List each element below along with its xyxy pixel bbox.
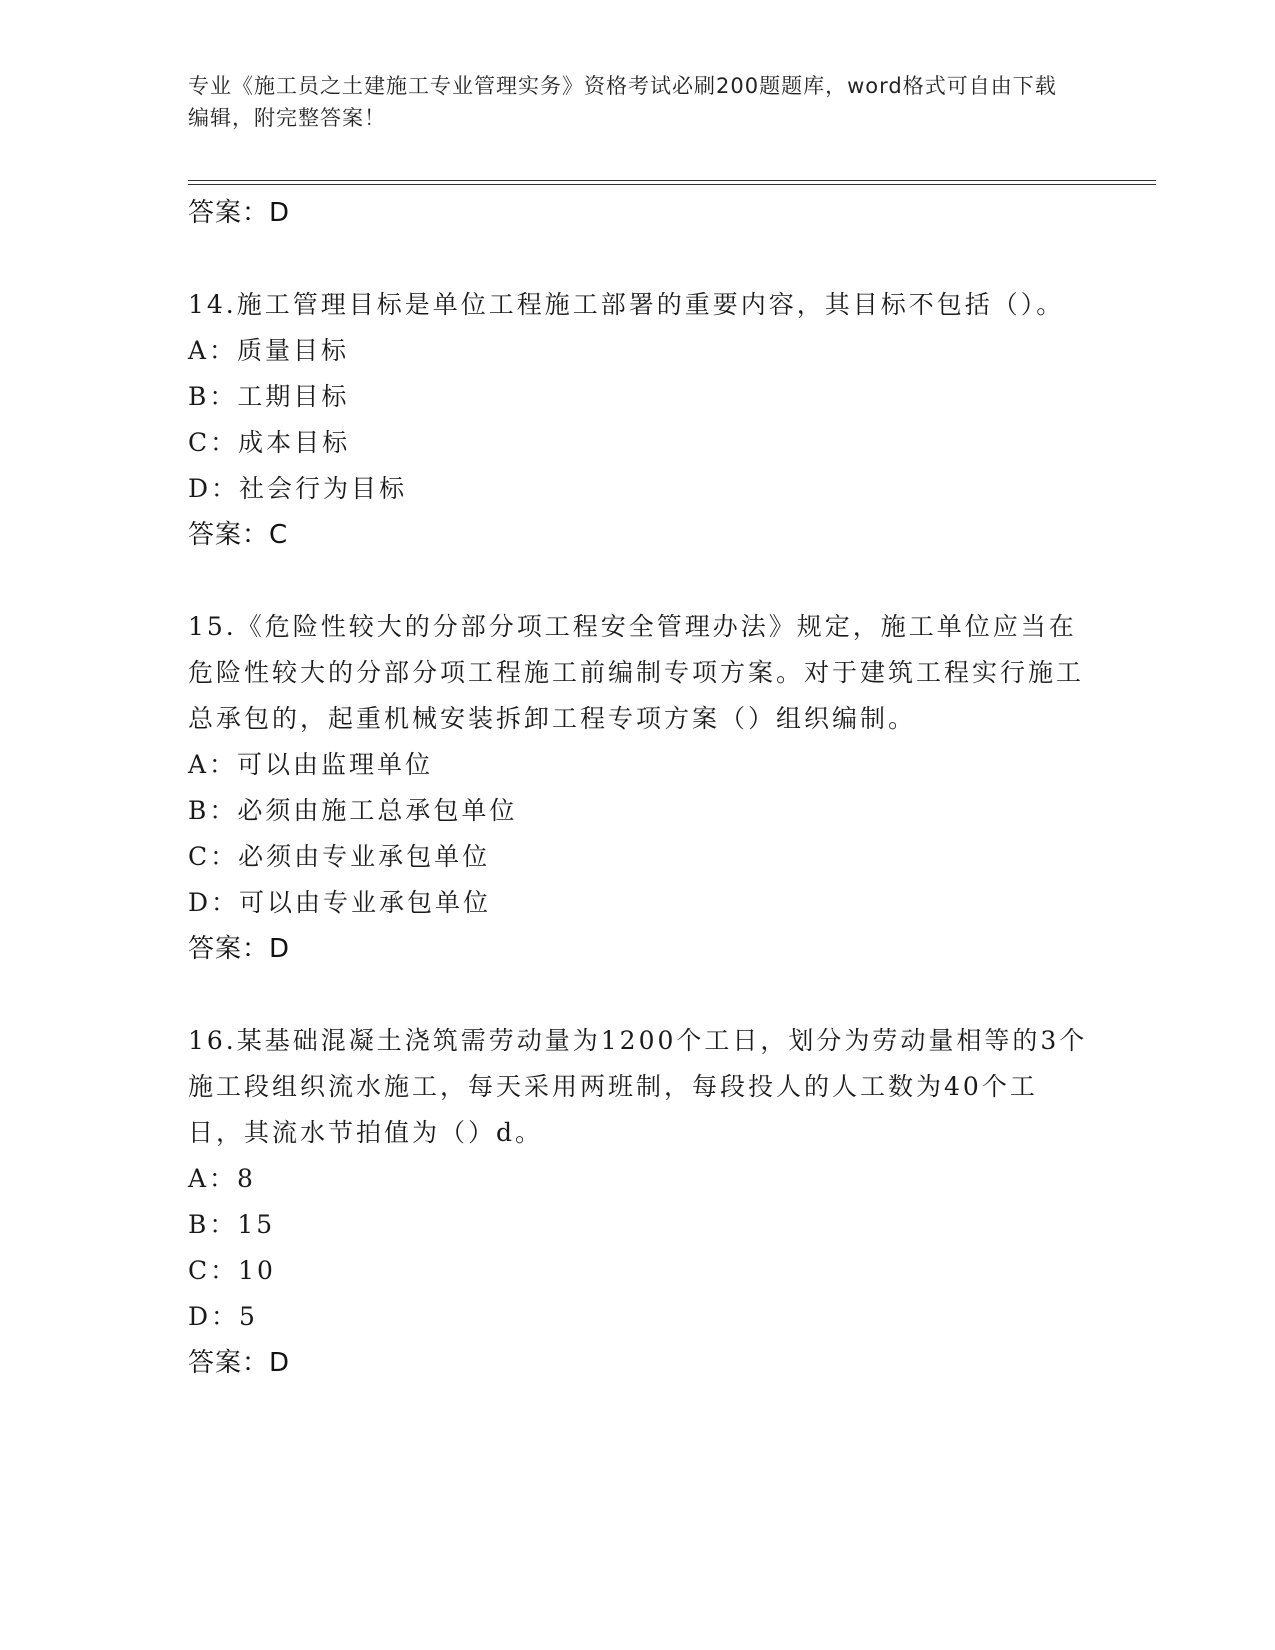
answer-line: 答案：D bbox=[188, 934, 291, 964]
answer-line: 答案：D bbox=[188, 198, 291, 228]
option-a: A：可以由监理单位 bbox=[188, 750, 434, 779]
question-15 bbox=[188, 604, 1088, 972]
option-d: D：5 bbox=[188, 1302, 258, 1331]
page-header: 专业《施工员之土建施工专业管理实务》资格考试必刷200题题库，word格式可自由下载编辑，附完整答案！ bbox=[188, 74, 1057, 130]
option-c: C：10 bbox=[188, 1256, 276, 1285]
question-list bbox=[188, 190, 1088, 1386]
option-c: C：成本目标 bbox=[188, 428, 351, 457]
question-14 bbox=[188, 282, 1088, 558]
option-a: A：8 bbox=[188, 1164, 256, 1193]
option-b: B：必须由施工总承包单位 bbox=[188, 796, 518, 825]
option-a: A：质量目标 bbox=[188, 336, 350, 365]
spacer bbox=[188, 558, 1088, 604]
question-stem: 16.某基础混凝土浇筑需劳动量为1200个工日，划分为劳动量相等的3个施工段组织流水施工，每天采用两班制，每段投人的人工数为40个工日，其流水节拍值为（）d。 bbox=[188, 1026, 1088, 1147]
header-divider bbox=[188, 180, 1156, 185]
answer-line: 答案：C bbox=[188, 520, 289, 550]
spacer bbox=[188, 236, 1088, 282]
option-c: C：必须由专业承包单位 bbox=[188, 842, 491, 871]
question-stem: 15.《危险性较大的分部分项工程安全管理办法》规定，施工单位应当在危险性较大的分部分项工程施工前编制专项方案。对于建筑工程实行施工总承包的，起重机械安装拆卸工程专项方案（）组织编制。 bbox=[188, 612, 1085, 733]
option-d: D：可以由专业承包单位 bbox=[188, 888, 492, 917]
option-b: B：工期目标 bbox=[188, 382, 350, 411]
option-d: D：社会行为目标 bbox=[188, 474, 408, 503]
option-b: B：15 bbox=[188, 1210, 276, 1239]
answer-line: 答案：D bbox=[188, 1348, 291, 1378]
question-stem: 14.施工管理目标是单位工程施工部署的重要内容，其目标不包括（）。 bbox=[188, 290, 1065, 319]
question-16 bbox=[188, 1018, 1088, 1386]
spacer bbox=[188, 972, 1088, 1018]
